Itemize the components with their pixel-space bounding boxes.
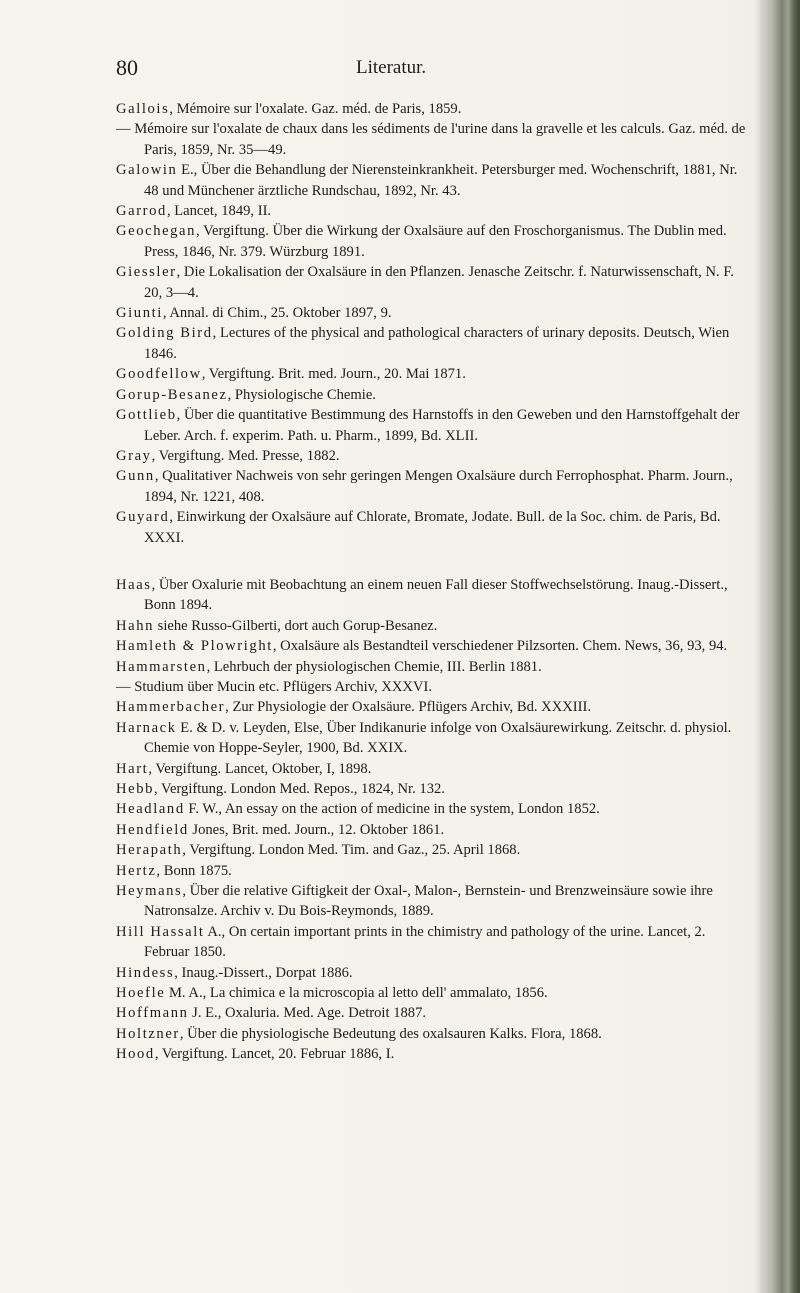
entry-text: , Einwirkung der Oxalsäure auf Chlorate, Bromate, Jodate. Bull. de la Soc. chim. de Paris, Bd. XXXI.	[144, 509, 721, 546]
author-name: Gorup-Besanez	[116, 386, 228, 403]
author-name: Geochegan	[116, 223, 197, 240]
author-name: Hood	[116, 1046, 155, 1063]
entry-text: , Über die relative Giftigkeit der Oxal-, Malon-, Bernstein- und Brenzweinsäure sowie ihre Natronsalze. Archiv v. Du Bois-Reymonds, 1889.	[144, 883, 713, 920]
bibliography-entry	[116, 323, 750, 364]
entry-text: , Vergiftung. Med. Presse, 1882.	[151, 447, 340, 464]
author-name: Hertz	[116, 862, 157, 879]
author-name: Giessler	[116, 264, 177, 281]
bibliography-list	[116, 99, 750, 1065]
author-name: Headland	[116, 801, 185, 818]
section-gap	[116, 548, 750, 575]
entry-text: , Bonn 1875.	[156, 862, 232, 879]
bibliography-entry	[116, 507, 750, 548]
bibliography-entry	[116, 963, 750, 983]
bibliography-entry	[116, 799, 750, 819]
bibliography-entry	[116, 221, 750, 262]
entry-text: , Annal. di Chim., 25. Oktober 1897, 9.	[162, 305, 392, 322]
author-name: Hahn	[116, 617, 155, 634]
bibliography-entry	[116, 1024, 750, 1044]
bibliography-entry	[116, 840, 750, 860]
entry-text: , Physiologische Chemie.	[227, 386, 376, 403]
author-name: Hindess	[116, 964, 175, 981]
bibliography-entry	[116, 779, 750, 799]
page-number: 80	[116, 55, 138, 80]
author-name: Hamleth & Plowright	[116, 638, 273, 655]
entry-text: , Vergiftung. London Med. Repos., 1824, Nr. 132.	[154, 781, 445, 797]
author-name: Gallois	[116, 101, 170, 117]
bibliography-entry	[116, 119, 750, 160]
bibliography-entry	[116, 718, 750, 759]
bibliography-entry	[116, 697, 750, 717]
entry-text: Jones, Brit. med. Journ., 12. Oktober 1861.	[188, 821, 445, 838]
entry-text: , Über die quantitative Bestimmung des Harnstoffs in den Geweben und den Harnstoffgehalt der Leber. Arch. f. experim. Path. u. Pharm., 1899, Bd. XLII.	[144, 407, 740, 444]
bibliography-entry	[116, 160, 750, 201]
author-name: Garrod	[116, 203, 167, 220]
entry-text: , Zur Physiologie der Oxalsäure. Pflügers Archiv, Bd. XXXIII.	[225, 699, 592, 716]
entry-text: , Inaug.-Dissert., Dorpat 1886.	[174, 964, 353, 981]
author-name: Hill Hassalt	[116, 923, 205, 940]
author-name: Gunn	[116, 468, 155, 485]
entry-text: A., On certain important prints in the chimistry and pathology of the urine. Lancet, 2. Februar 1850.	[144, 923, 706, 961]
entry-text: , Über die physiologische Bedeutung des oxalsauren Kalks. Flora, 1868.	[179, 1025, 602, 1042]
author-name: Galowin	[116, 162, 178, 179]
bibliography-entry	[116, 575, 750, 616]
bibliography-entry	[116, 657, 750, 677]
entry-text: , Qualitativer Nachweis von sehr geringen Mengen Oxalsäure durch Ferrophosphat. Pharm. Journ., 1894, Nr. 1221, 408.	[144, 468, 733, 505]
entry-text: M. A., La chimica e la microscopia al letto dell' ammalato, 1856.	[165, 985, 548, 1002]
author-name: Hammerbacher	[116, 699, 226, 716]
author-name: Gottlieb	[116, 407, 177, 424]
bibliography-entry	[116, 861, 750, 881]
entry-text: E., Über die Behandlung der Nierensteinkrankheit. Petersburger med. Wochenschrift, 1881, Nr. 48 und Münchener ärztliche Rundschau, 1892, Nr. 43.	[144, 162, 738, 199]
page-header	[116, 55, 726, 85]
author-name: Harnack	[116, 719, 177, 736]
entry-text: , Die Lokalisation der Oxalsäure in den Pflanzen. Jenasche Zeitschr. f. Naturwissenschaft, N. F. 20, 3—4.	[144, 264, 734, 301]
entry-text: , Lectures of the physical and pathological characters of urinary deposits. Deutsch, Wien 1846.	[144, 325, 730, 362]
author-name: Giunti	[116, 305, 163, 322]
entry-text: , Vergiftung. Brit. med. Journ., 20. Mai 1871.	[201, 366, 466, 383]
entry-text: , Vergiftung. Über die Wirkung der Oxalsäure auf den Froschorganismus. The Dublin med. Press, 1846, Nr. 379. Würzburg 1891.	[144, 223, 727, 260]
bibliography-entry	[116, 446, 750, 466]
bibliography-entry	[116, 201, 750, 221]
bibliography-entry	[116, 99, 750, 119]
bibliography-entry	[116, 820, 750, 840]
author-name: Heymans	[116, 883, 183, 900]
entry-text: , Vergiftung. Lancet, 20. Februar 1886, I.	[154, 1046, 395, 1063]
bibliography-entry	[116, 303, 750, 323]
entry-text: , Lehrbuch der physiologischen Chemie, III. Berlin 1881.	[206, 658, 542, 675]
bibliography-entry	[116, 405, 750, 446]
entry-text: , Vergiftung. Lancet, Oktober, I, 1898.	[148, 760, 372, 777]
bibliography-entry	[116, 262, 750, 303]
entry-text: , Oxalsäure als Bestandteil verschiedener Pilzsorten. Chem. News, 36, 93, 94.	[272, 638, 728, 655]
bibliography-entry	[116, 1044, 750, 1064]
entry-text: F. W., An essay on the action of medicine in the system, London 1852.	[184, 801, 600, 818]
author-name: Haas	[116, 576, 152, 593]
entry-text: , Mémoire sur l'oxalate. Gaz. méd. de Paris, 1859.	[169, 101, 462, 117]
bibliography-entry	[116, 385, 750, 405]
running-title: Literatur.	[356, 57, 427, 78]
bibliography-entry	[116, 466, 750, 507]
author-name: Herapath	[116, 842, 183, 859]
book-binding-edge	[760, 0, 800, 1293]
author-name: Hammarsten	[116, 658, 207, 675]
author-name: Hendfield	[116, 821, 189, 838]
author-name: Holtzner	[116, 1025, 180, 1042]
entry-text: J. E., Oxaluria. Med. Age. Detroit 1887.	[188, 1005, 427, 1022]
entry-text: , Lancet, 1849, II.	[166, 203, 272, 220]
entry-text: E. & D. v. Leyden, Else, Über Indikanurie infolge von Oxalsäurewirkung. Zeitschr. d. physiol. Chemie von Hoppe-Seyler, 1900, Bd. XXIX.	[144, 719, 732, 757]
entry-text: siehe Russo-Gilberti, dort auch Gorup-Besanez.	[154, 617, 438, 634]
entry-text: — Studium über Mucin etc. Pflügers Archiv, XXXVI.	[116, 678, 433, 695]
author-name: Hart	[116, 760, 149, 777]
bibliography-entry	[116, 759, 750, 779]
author-name: Goodfellow	[116, 366, 202, 383]
author-name: Hoefle	[116, 985, 166, 1002]
bibliography-entry	[116, 1003, 750, 1023]
bibliography-entry	[116, 364, 750, 384]
author-name: Guyard	[116, 509, 170, 526]
author-name: Hoffmann	[116, 1005, 189, 1022]
entry-text: — Mémoire sur l'oxalate de chaux dans les sédiments de l'urine dans la gravelle et les calculs. Gaz. méd. de Paris, 1859, Nr. 35—49.	[116, 121, 746, 158]
bibliography-entry	[116, 616, 750, 636]
bibliography-entry	[116, 636, 750, 656]
bibliography-entry	[116, 677, 750, 697]
bibliography-entry	[116, 922, 750, 963]
author-name: Hebb	[116, 781, 155, 797]
bibliography-entry	[116, 983, 750, 1003]
author-name: Gray	[116, 447, 152, 464]
entry-text: , Über Oxalurie mit Beobachtung an einem neuen Fall dieser Stoffwechselstörung. Inaug.-Dissert., Bonn 1894.	[144, 576, 728, 614]
entry-text: , Vergiftung. London Med. Tim. and Gaz., 25. April 1868.	[182, 842, 521, 859]
author-name: Golding Bird	[116, 325, 213, 342]
bibliography-entry	[116, 881, 750, 922]
